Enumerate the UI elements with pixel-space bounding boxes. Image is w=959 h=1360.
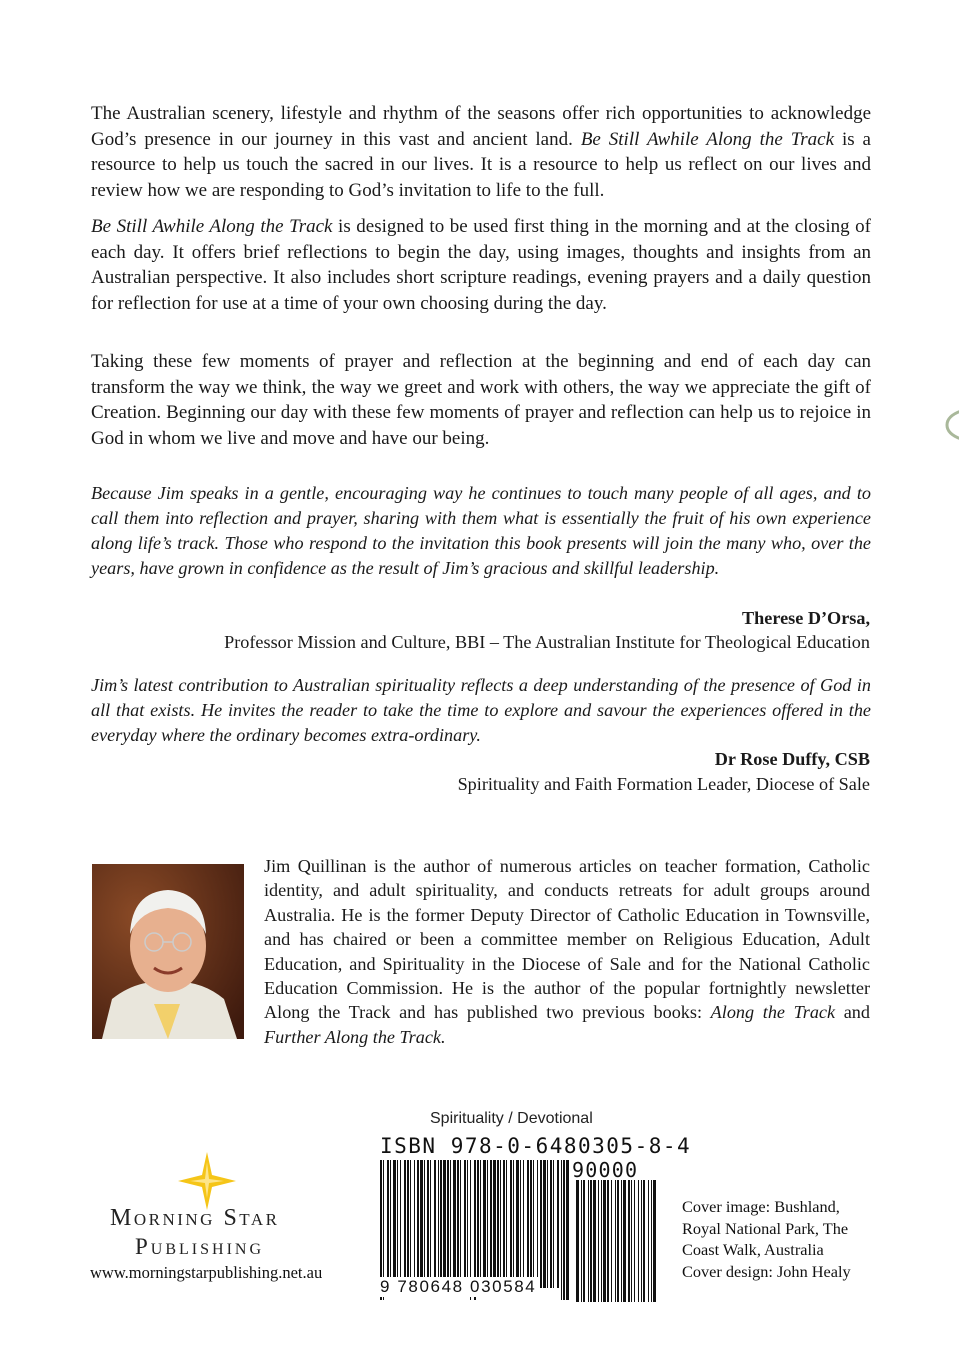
book-title: Along the Track [710,1002,836,1023]
isbn-text: ISBN 978-0-6480305-8-4 [380,1134,692,1158]
barcode-bar [477,1160,479,1288]
endorser-role-2: Spirituality and Faith Formation Leader, Diocese of Sale [457,774,870,794]
barcode-addon-bar [623,1180,626,1302]
price-code: 90000 [572,1158,639,1182]
barcode-bar [527,1160,529,1288]
book-title: Further Along the Track. [264,1026,446,1047]
barcode-bar [520,1160,521,1288]
blurb-paragraph-1 [91,101,871,203]
publisher-url: www.morningstarpublishing.net.au [90,1263,323,1282]
barcode-bar [410,1160,411,1288]
barcode-bar [530,1160,532,1288]
blurb-text: is a resource to help us touch the sacred in our lives. It is a resource to help us reflect on our lives and review how we are responding to God’s invitation to life to the full. [91,128,871,201]
barcode-addon-bar [641,1180,642,1302]
publisher-name-line2: Publishing [135,1234,265,1259]
barcode-addon-bar [651,1180,652,1302]
blurb-paragraph-3: Taking these few moments of prayer and reflection at the beginning and end of each day can transform the way we think, the way we greet and work with others, the way we appreciate the gift of Creation. Beginning our day with these few moments of prayer and reflection can help us to rejoice in God in whom we live and move and have our being. [91,351,871,449]
credit-line: Coast Walk, Australia [682,1240,824,1260]
barcode-addon-bar [621,1180,622,1302]
barcode-addon-bar [598,1180,599,1302]
barcode-bar [487,1160,488,1288]
barcode-addon-bar [611,1180,612,1302]
book-title: Be Still Awhile Along the Track [580,128,835,150]
author-bio-text: and [835,1002,870,1023]
barcode-bar [533,1160,534,1288]
barcode-bar [404,1160,406,1288]
barcode-bar [557,1160,559,1288]
endorsement-quote-2: Jim’s latest contribution to Australian spirituality reflects a deep understanding of the presence of God in all that exists. He invites the reader to take the time to explore and savour the experiences offered in the everyday where the ordinary becomes extra-ordinary. [91,675,871,745]
barcode-bar [427,1160,429,1288]
barcode-bar [397,1160,398,1288]
barcode-bar [390,1160,391,1288]
barcode-addon-bar [590,1180,592,1302]
barcode-bar [460,1160,461,1288]
barcode-bar [443,1160,446,1288]
barcode-addon-bar [581,1180,582,1302]
barcode-addon-bar [607,1180,609,1302]
barcode-bar [420,1160,423,1288]
barcode-bar [387,1160,389,1288]
barcode-bar [553,1160,554,1288]
genre-label: Spirituality / Devotional [430,1110,593,1127]
endorser-role-1: Professor Mission and Culture, BBI – The Australian Institute for Theological Education [224,632,870,652]
barcode-addon-bar [628,1180,630,1302]
credit-line: Royal National Park, The [682,1218,849,1238]
barcode-bar [467,1160,468,1288]
barcode-bar [537,1160,538,1288]
barcode-addon-bar [617,1180,619,1302]
blurb-text: is designed to be used first thing in the morning and at the closing of each day. It offers brief reflections to begin the day, using images, thoughts and insights from an Australian perspective. It also includes short scripture readings, evening prayers and a daily question for reflection for use at a time of your own choosing during the day. [91,216,871,314]
credit-line: Cover image: Bushland, [682,1197,840,1216]
barcode-addon-bar [631,1180,632,1302]
author-bio-text: Jim Quillinan is the author of numerous articles on teacher formation, Catholic identity, and adult spirituality, and conducts retreats for adult groups around Australia. He is the former Deputy Director of Catholic Education in Townsville, and has chaired or been a committee member on Religious Education, Adult Education, and Spirituality in the Diocese of Sale and for the National Catholic Education Commission. He is the author of the popular fortnightly newsletter Along the Track and has published two previous books: [264,856,870,1023]
edge-ornament-icon [943,408,959,442]
endorser-name-2: Dr Rose Duffy, CSB [714,749,870,769]
blurb-paragraph-2 [91,214,871,316]
barcode-addon-bar [643,1180,645,1302]
barcode-bar [547,1160,548,1288]
publisher-name-line1: Morning Star [110,1205,280,1231]
endorser-name-1: Therese D’Orsa, [742,608,870,628]
star-logo-icon [178,1152,236,1210]
barcode-bar [540,1160,542,1288]
barcode-bar [438,1160,439,1288]
barcode-bar [407,1160,409,1288]
barcode-bar [434,1160,436,1288]
barcode-bar [414,1160,415,1288]
barcode-addon-bar [634,1180,635,1302]
barcode-bar [483,1160,486,1288]
barcode-addon-bar [576,1180,579,1302]
barcode-digits: 9 780648 030584 [380,1277,537,1296]
barcode-bar [440,1160,442,1288]
barcode-bar [480,1160,481,1288]
barcode-addon-bar [615,1180,616,1302]
barcode-bar [464,1160,466,1288]
barcode-bar [450,1160,451,1288]
barcode-bar [430,1160,431,1288]
barcode-addon-bar [648,1180,649,1302]
barcode-bar [453,1160,456,1288]
author-photo [92,864,244,1039]
barcode-bar [566,1160,569,1300]
barcode-bar [497,1160,499,1288]
barcode-bar [563,1160,565,1300]
endorsement-quote-1: Because Jim speaks in a gentle, encouraging way he continues to touch many people of all ages, and to call them into reflection and prayer, sharing with them what is essentially the fruit of his own experience along life’s track. Those who respond to the invitation this book presents will join the many who, over the years, have grown in confidence as the result of Jim’s gracious and skillful leadership. [91,483,871,578]
author-bio [264,854,870,1049]
barcode-bar [503,1160,505,1288]
barcode-addon-bar [593,1180,596,1302]
barcode-addon-bar [653,1180,656,1302]
barcode-addon-bar [601,1180,602,1302]
barcode-addon-bar [588,1180,589,1302]
barcode-bar [543,1160,546,1288]
barcode-bar [424,1160,425,1288]
barcode-bar [493,1160,496,1288]
barcode-addon-bar [583,1180,585,1302]
barcode-addon-bar [603,1180,606,1302]
barcode-bar [447,1160,449,1288]
credit-line: Cover design: John Healy [682,1262,851,1282]
barcode-bar [513,1160,514,1288]
book-title: Be Still Awhile Along the Track [91,216,333,237]
cover-credits [682,1196,851,1283]
author-portrait-icon [92,864,244,1039]
barcode-bar [516,1160,519,1288]
barcode-bar [400,1160,401,1288]
barcode-bar [550,1160,552,1288]
blurb-text: The Australian scenery, lifestyle and rhythm of the seasons offer rich opportunities to acknowledge God’s presence in our journey in this vast and ancient land. [91,103,871,150]
barcode-bar [510,1160,512,1288]
barcode-bar [393,1160,396,1288]
barcode-bar [417,1160,419,1288]
barcode-bar [490,1160,492,1288]
barcode-bar [500,1160,501,1288]
barcode-bar [457,1160,459,1288]
barcode-bar [561,1160,562,1300]
barcode-addon-bar [638,1180,639,1302]
barcode-bar [523,1160,524,1288]
barcode-bar [506,1160,507,1288]
